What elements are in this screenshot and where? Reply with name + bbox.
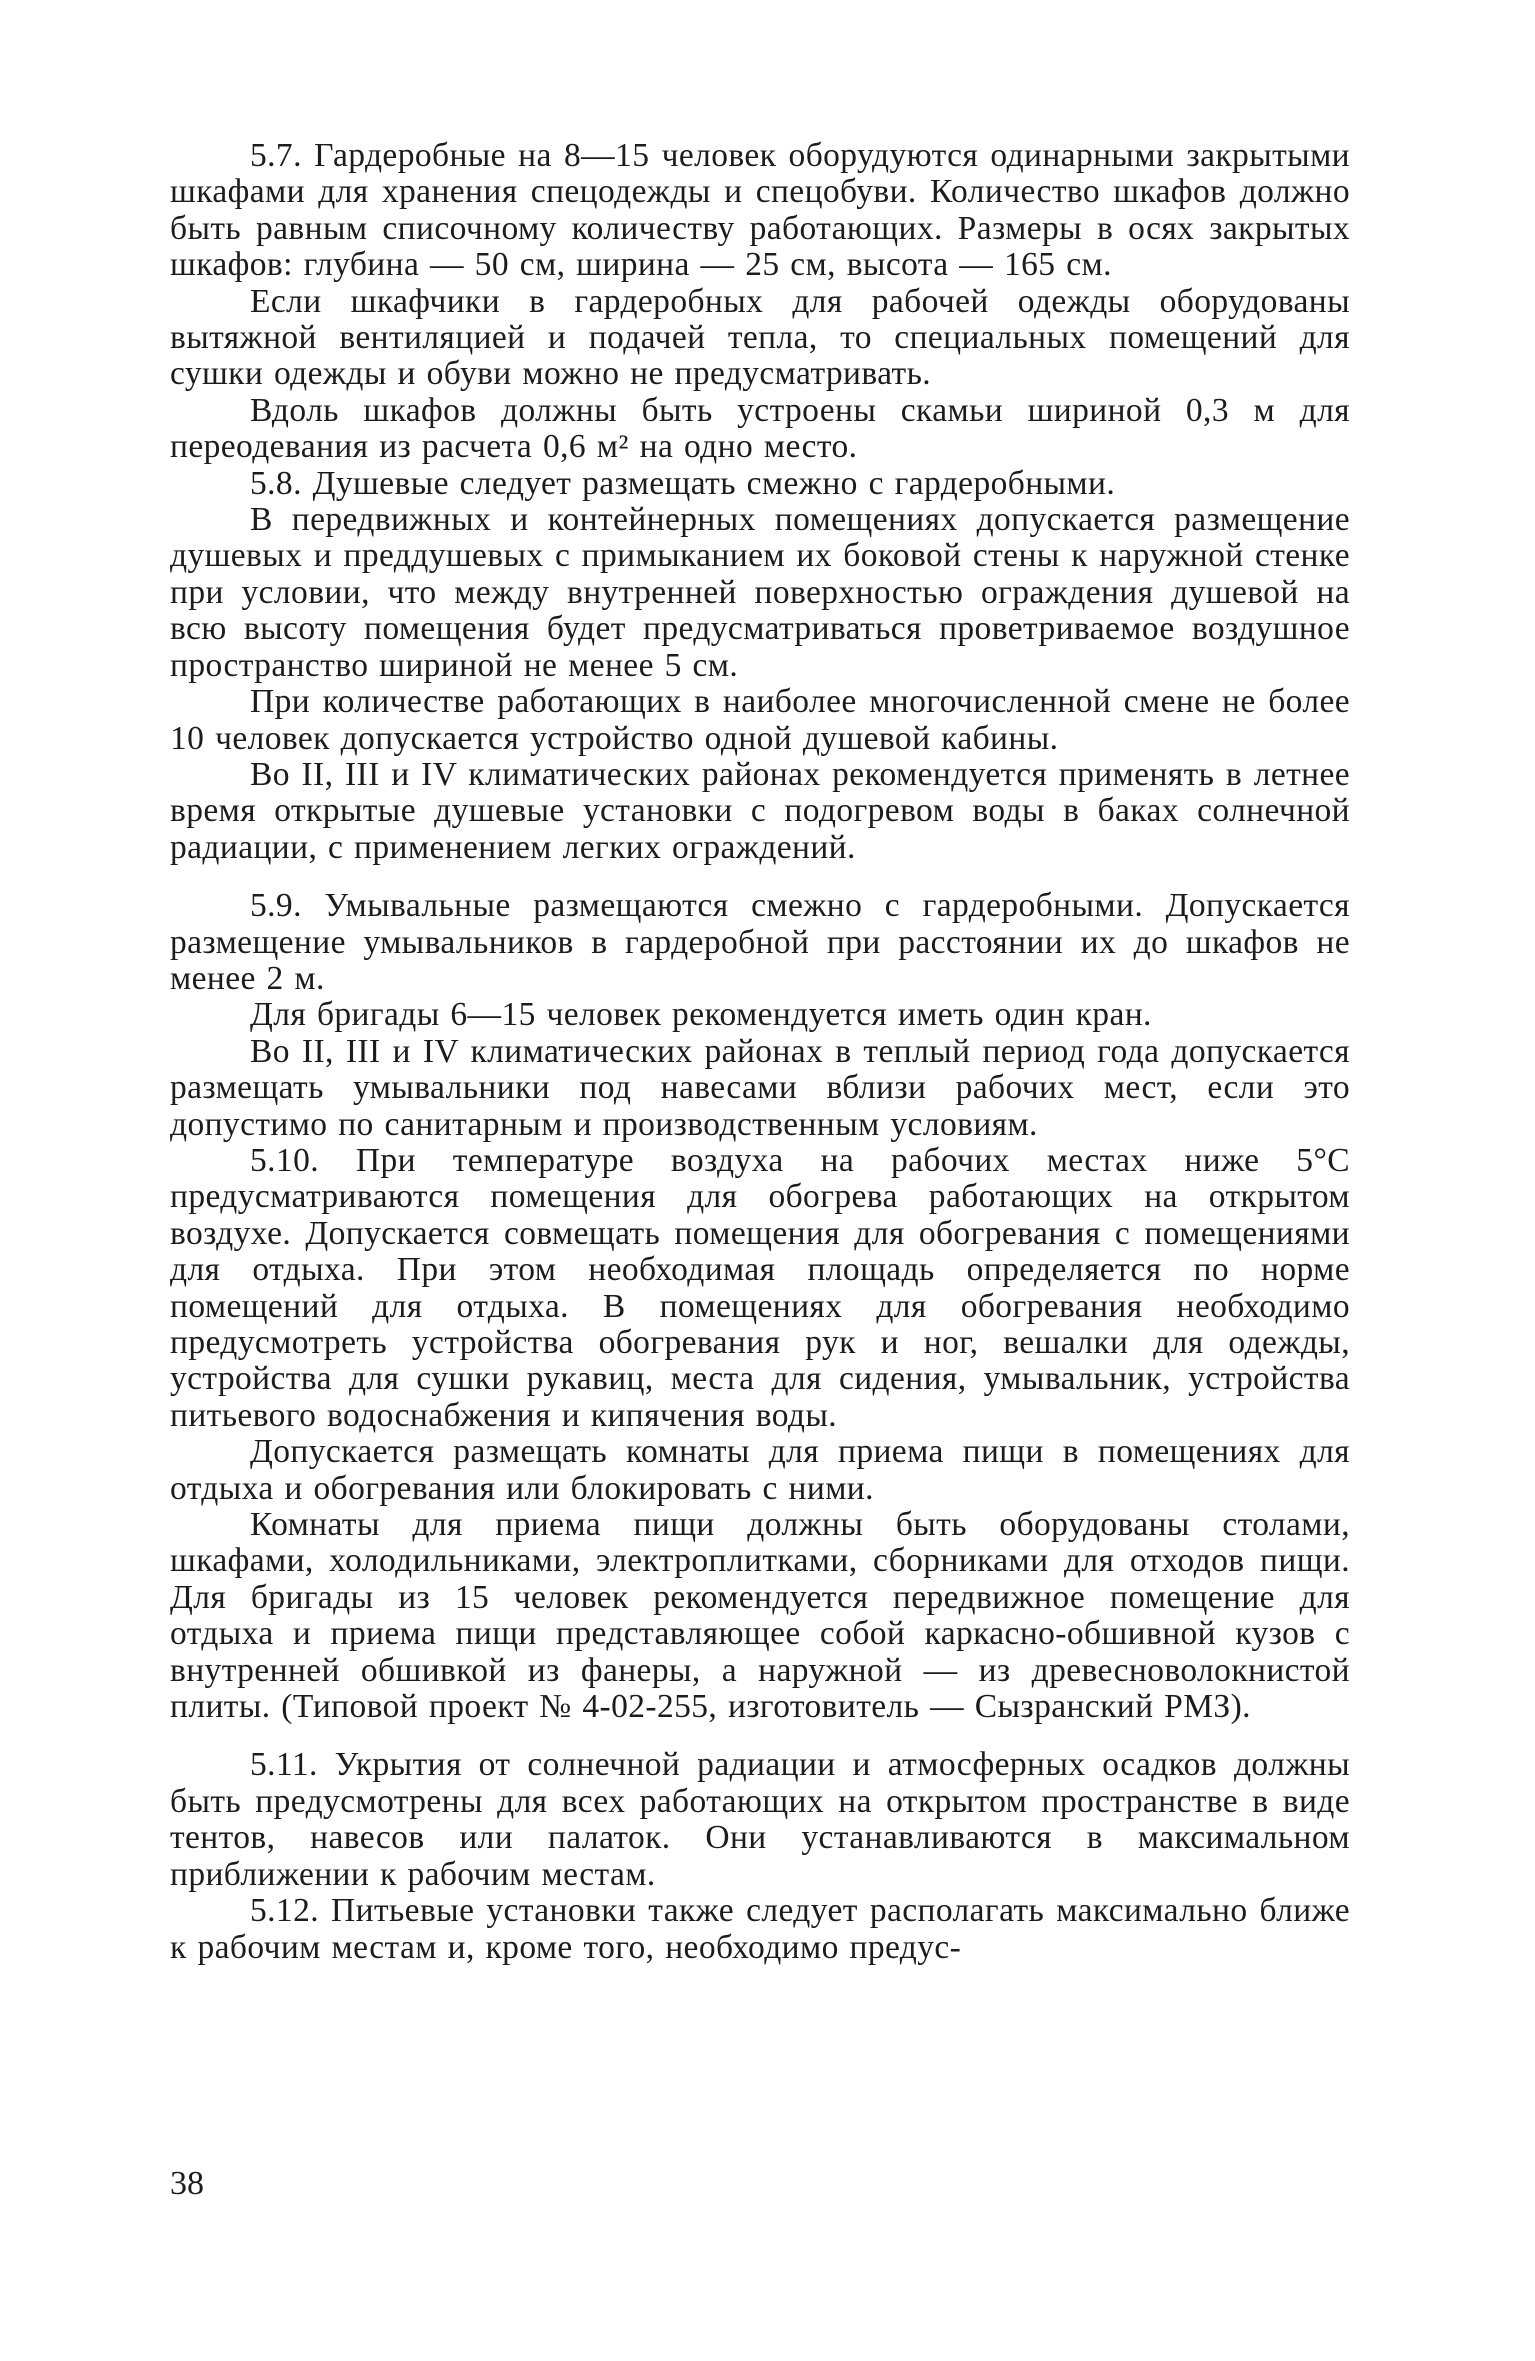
page-body: [170, 138, 1350, 1966]
paragraph-ventilation: Если шкафчики в гардеробных для рабочей одежды оборудованы вытяжной вентиляцией и подачей тепла, то специальных помещений для сушки одежды и обуви можно не предусматривать.: [170, 282, 1350, 393]
paragraph-open-showers: Во II, III и IV климатических районах рекомендуется применять в летнее время открытые душевые установки с подогревом воды в баках солнечной радиации, с применением легких ограждений.: [170, 755, 1350, 866]
paragraph-benches: Вдоль шкафов должны быть устроены скамьи шириной 0,3 м для переодевания из расчета 0,6 м² на одно место.: [170, 391, 1350, 466]
paragraph-5-7: 5.7. Гардеробные на 8—15 человек оборудуются одинарными закрытыми шкафами для хранения спецодежды и спецобуви. Количество шкафов должно быть равным списочному количеству работающих. Размеры в осях закрытых шкафов: глубина — 50 см, ширина — 25 см, высота — 165 см.: [170, 137, 1350, 284]
paragraph-5-10: 5.10. При температуре воздуха на рабочих местах ниже 5°С предусматриваются помещения для обогрева работающих на открытом воздухе. Допускается совмещать помещения для обогревания с помещениями для отдыха. При этом необходимая площадь определяется по норме помещений для отдыха. В помещениях для обогревания необходимо предусмотреть устройства обогревания рук и ног, вешалки для одежды, устройства для сушки рукавиц, места для сидения, умывальник, устройства питьевого водоснабжения и кипячения воды.: [170, 1141, 1350, 1434]
paragraph-5-9: 5.9. Умывальные размещаются смежно с гардеробными. Допускается размещение умывальников в гардеробной при расстоянии их до шкафов не менее 2 м.: [170, 887, 1350, 997]
paragraph-tap: Для бригады 6—15 человек рекомендуется иметь один кран.: [250, 996, 1152, 1034]
paragraph-5-12: 5.12. Питьевые установки также следует располагать максимально ближе к рабочим местам и, кроме того, необходимо предус-: [170, 1892, 1350, 1966]
paragraph-eating-rooms: Допускается размещать комнаты для приема пищи в помещениях для отдыха и обогревания или блокировать с ними.: [170, 1433, 1350, 1507]
page-number: 38: [170, 2165, 204, 2202]
paragraph-shower-cabin: При количестве работающих в наиболее многочисленной смене не более 10 человек допускается устройство одной душевой кабины.: [170, 683, 1350, 757]
paragraph-mobile-showers: В передвижных и контейнерных помещениях допускается размещение душевых и преддушевых с примыканием их боковой стены к наружной стенке при условии, что между внутренней поверхностью ограждения душевой на всю высоту помещения будет предусматриваться проветриваемое воздушное пространство шириной не менее 5 см.: [170, 501, 1350, 684]
paragraph-washbasins-climate: Во II, III и IV климатических районах в теплый период года допускается размещать умывальники под навесами вблизи рабочих мест, если это допустимо по санитарным и производственным условиям.: [170, 1032, 1350, 1143]
paragraph-5-11: 5.11. Укрытия от солнечной радиации и атмосферных осадков должны быть предусмотрены для всех работающих на открытом пространстве в виде тентов, навесов или палаток. Они устанавливаются в максимальном приближении к рабочим местам.: [170, 1746, 1350, 1893]
paragraph-5-8: 5.8. Душевые следует размещать смежно с гардеробными.: [250, 464, 1116, 502]
paragraph-room-equipment: Комнаты для приема пищи должны быть оборудованы столами, шкафами, холодильниками, электроплитками, сборниками для отходов пищи. Для бригады из 15 человек рекомендуется передвижное помещение для отдыха и приема пищи представляющее собой каркасно-обшивной кузов с внутренней обшивкой из фанеры, а наружной — из древесноволокнистой плиты. (Типовой проект № 4-02-255, изготовитель — Сызранский РМЗ).: [170, 1506, 1350, 1726]
